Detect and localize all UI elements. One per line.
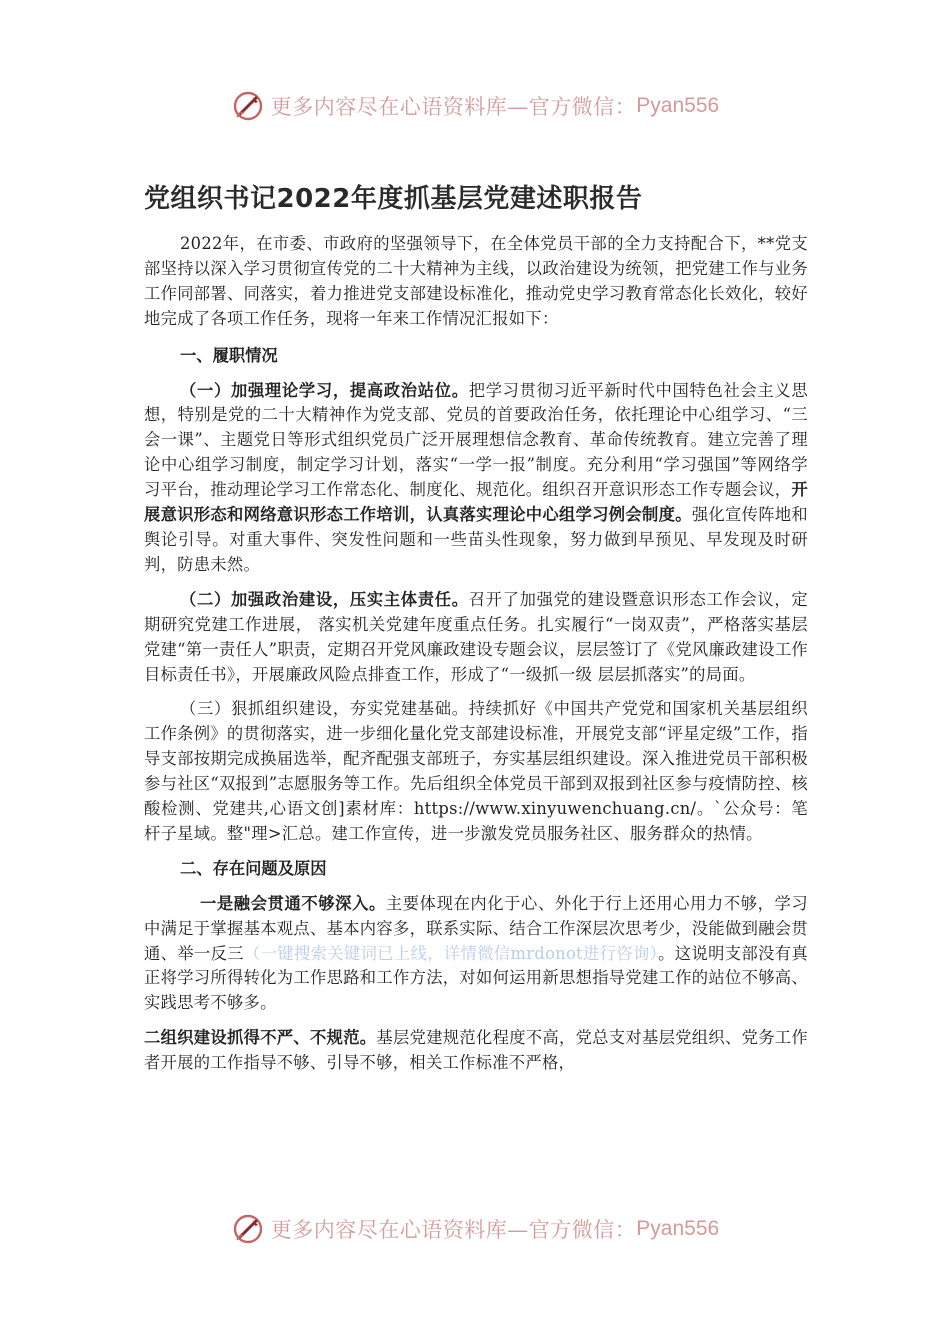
paragraph-text: 召开了加强党的建设暨意识形态工作会议，定期研究党建工作进展， 落实机关党建年度重点任务。扎实履行“一岗双责”，严格落实基层党建“第一责任人”职责，定期召开党风廉政建设专题会议，层层签订了《党风廉政建设工作目标责任书》，开展廉政风险点排查工作，形成了“一级抓一级 层层抓落实”的局面。 — [144, 589, 808, 684]
watermark-text: 更多内容尽在心语资料库—官方微信： — [270, 95, 637, 119]
paragraph-bold-text: 开展意识形态和网络意识形态工作培训，认真落实理论中心组学习例会制度。 — [144, 480, 808, 525]
search-hint-text: （一键搜索关键词已上线，详情微信mrdonot进行咨询） — [243, 943, 659, 963]
paragraph-organization-building: （三）狠抓组织建设，夯实党建基础。持续抓好《中国共产党党和国家机关基层组织工作条例》的贯彻落实，进一步细化量化党支部建设标准，开展党支部“评星定级”工作，指导支部按期完成换届选举，配齐配强支部班子，夯实基层组织建设。深入推进党员干部积极参与社区“双报到”志愿服务等工作。先后组织全体党员干部到双报到社区参与疫情防控、核酸检测、党建共,心语文创]素材库：https://www.xinyuwenchuang.cn/。`公众号：笔杆子星域。整"理>汇总。建工作宣传，进一步激发党员服务社区、服务群众的热情。 — [144, 699, 808, 843]
paragraph-problem-one — [144, 892, 808, 1017]
watermark-wechat-id: Pyan556 — [636, 1217, 720, 1240]
watermark-wechat-id: Pyan556 — [636, 94, 720, 117]
paragraph-text: 把学习贯彻习近平新时代中国特色社会主义思想，特别是党的二十大精神作为党支部、党员的首要政治任务，依托理论中心组学习、“三会一课”、主题党日等形式组织党员广泛开展理想信念教育、革命传统教育。建立完善了理论中心组学习制度，制定学习计划，落实“一学一报”制度。充分利用“学习强国”等网络学习平台，推动理论学习工作常态化、制度化、规范化。组织召开意识形态工作专题会议， — [144, 380, 808, 500]
paragraph-lead: 一是融会贯通不够深入。 — [200, 893, 386, 913]
section-heading-problems: 二、存在问题及原因 — [180, 858, 327, 878]
paragraph-lead: （一）加强理论学习，提高政治站位。 — [180, 380, 469, 400]
paragraph-text: 主要体现在内化于心、外化于行上还用心用力不够，学习中满足于掌握基本观点、基本内容多，联系实际、结合工作深层次思考少，没能做到融会贯通、举一反三 — [144, 893, 808, 963]
paragraph-lead: 二组织建设抓得不严、不规范。 — [144, 1028, 377, 1048]
section-heading-duties: 一、履职情况 — [180, 345, 278, 365]
paragraph-problem-two — [144, 1026, 808, 1076]
document-title: 党组织书记2022年度抓基层党建述职报告 — [144, 184, 643, 214]
paragraph-lead: （二）加强政治建设，压实主体责任。 — [180, 589, 469, 609]
pen-logo-icon — [231, 89, 265, 123]
watermark-header — [0, 86, 950, 126]
watermark-text: 更多内容尽在心语资料库—官方微信： — [270, 1218, 637, 1242]
watermark-footer — [0, 1209, 950, 1249]
paragraph-text: 强化宣传阵地和舆论引导。对重大事件、突发性问题和一些苗头性现象，努力做到早预见、早发现及时研判，防患未然。 — [144, 505, 808, 574]
intro-paragraph: 2022年，在市委、市政府的坚强领导下，在全体党员干部的全力支持配合下，**党支部坚持以深入学习贯彻宣传党的二十大精神为主线，以政治建设为统领，把党建工作与业务工作同部署、同落实，着力推进党支部建设标准化，推动党史学习教育常态化长效化，较好地完成了各项工作任务，现将一年来工作情况汇报如下： — [144, 234, 808, 328]
paragraph-text: 基层党建规范化程度不高，党总支对基层党组织、党务工作者开展的工作指导不够、引导不够，相关工作标准不严格， — [144, 1028, 808, 1073]
pen-logo-icon — [231, 1212, 265, 1246]
document-body — [144, 232, 808, 1076]
paragraph-text: 。这说明支部没有真正将学习所得转化为工作思路和工作方法，对如何运用新思想指导党建工作的站位不够高、实践思考不够多。 — [144, 943, 808, 1013]
paragraph-political-building — [144, 588, 808, 688]
paragraph-theory-study — [144, 379, 808, 578]
